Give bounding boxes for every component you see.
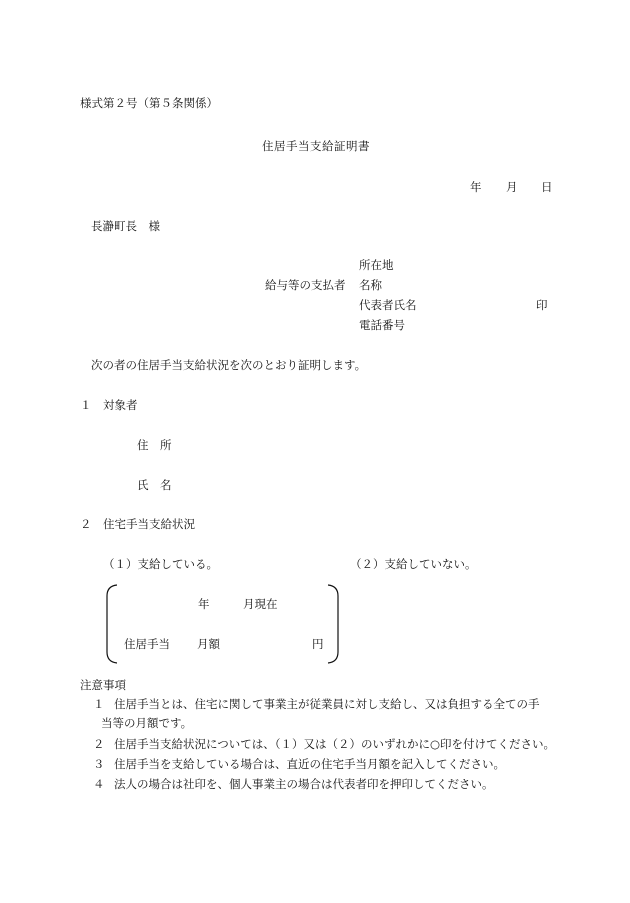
note-text: 法人の場合は社印を、個人事業主の場合は代表者印を押印してください。 xyxy=(114,777,494,791)
document-title: 住居手当支給証明書 xyxy=(262,139,370,153)
housing-allowance-label: 住居手当 xyxy=(124,637,170,651)
target-address-label: 住 所 xyxy=(137,438,172,452)
option-paying: （１）支給している。 xyxy=(103,557,218,571)
yen-label: 円 xyxy=(312,637,324,651)
note-text-continued: 当等の月額です。 xyxy=(101,716,193,730)
option-not-paying: （２）支給していない。 xyxy=(350,557,477,571)
form-number: 様式第２号（第５条関係） xyxy=(80,96,218,110)
section1-heading: １ 対象者 xyxy=(80,398,138,412)
payer-representative-label: 代表者氏名 xyxy=(359,298,417,312)
note-text: 住居手当を支給している場合は、直近の住宅手当月額を記入してください。 xyxy=(114,757,505,771)
note-number: ２ xyxy=(93,737,105,751)
note-number: ３ xyxy=(93,757,105,771)
box-year-label: 年 xyxy=(198,597,210,611)
note-text: 住居手当支給状況については、（１）又は（２）のいずれかに○印を付けてください。 xyxy=(114,737,556,751)
note-number: １ xyxy=(93,697,105,711)
box-as-of-label: 月現在 xyxy=(243,597,278,611)
date-year-label: 年 xyxy=(470,180,482,194)
left-bracket xyxy=(104,584,120,664)
seal-label: 印 xyxy=(536,298,548,312)
note-number: ４ xyxy=(93,777,105,791)
note-text: 住居手当とは、住宅に関して事業主が従業員に対し支給し、又は負担する全ての手 xyxy=(114,697,540,711)
monthly-amount-label: 月額 xyxy=(197,637,220,651)
target-name-label: 氏 名 xyxy=(137,478,172,492)
payer-name-label: 名称 xyxy=(359,278,382,292)
payer-address-label: 所在地 xyxy=(359,258,394,272)
payer-heading: 給与等の支払者 xyxy=(265,278,346,292)
payer-phone-label: 電話番号 xyxy=(359,318,405,332)
intro-statement: 次の者の住居手当支給状況を次のとおり証明します。 xyxy=(91,358,367,372)
notes-heading: 注意事項 xyxy=(80,678,126,692)
addressee: 長瀞町長 様 xyxy=(91,219,160,233)
right-bracket xyxy=(325,584,341,664)
date-month-label: 月 xyxy=(506,180,518,194)
section2-heading: ２ 住宅手当支給状況 xyxy=(80,517,195,531)
date-day-label: 日 xyxy=(541,180,553,194)
